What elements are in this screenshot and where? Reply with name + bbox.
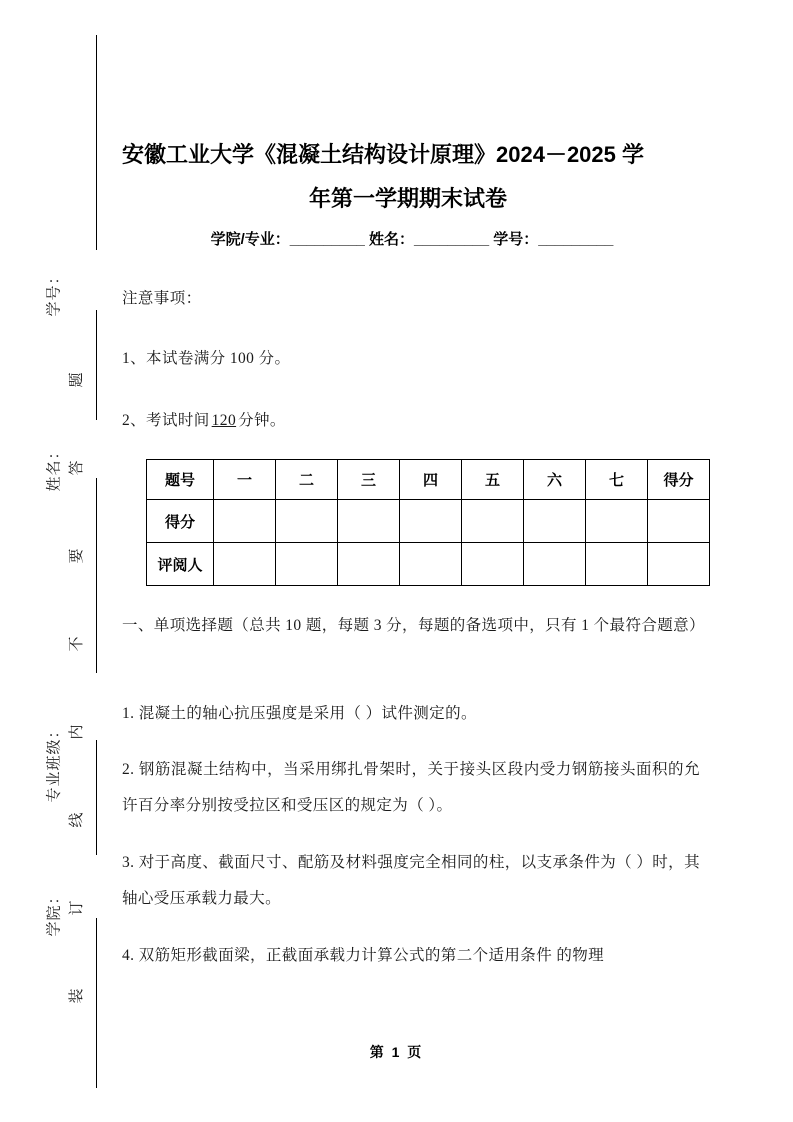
section-heading-one: 一、单项选择题（总共 10 题，每题 3 分，每题的备选项中，只有 1 个最符合题意）: [122, 617, 705, 634]
table-row-header: [147, 460, 710, 500]
table-cell[interactable]: [400, 500, 462, 543]
side-label-college: 学院：: [46, 888, 63, 937]
question-item: 2. 钢筋混凝土结构中，当采用绑扎骨架时，关于接头区段内受力钢筋接头面积的允许百分率分别按受拉区和受压区的规定为（ ）。: [122, 761, 700, 814]
question-item: 1. 混凝土的轴心抗压强度是采用（ ）试件测定的。: [122, 705, 477, 722]
table-row-score: [147, 500, 710, 543]
exam-paper-body: [122, 0, 722, 1122]
page-footer: 第 1 页: [369, 1044, 424, 1060]
table-header-cell: 五: [462, 460, 524, 500]
binding-glyph: 不: [68, 636, 85, 652]
table-cell[interactable]: [586, 500, 648, 543]
side-label-student-id: 学号：: [46, 268, 63, 317]
binding-glyph: 订: [68, 900, 85, 916]
table-header-cell: 二: [276, 460, 338, 500]
notice-item-2-prefix: 2、考试时间: [122, 412, 210, 429]
binding-glyph: 线: [68, 812, 85, 828]
table-cell[interactable]: [586, 543, 648, 586]
table-header-cell: 七: [586, 460, 648, 500]
table-cell[interactable]: [400, 543, 462, 586]
table-cell[interactable]: [338, 543, 400, 586]
binding-glyph: 题: [68, 372, 85, 388]
student-info-row: [122, 228, 702, 249]
exam-duration-value: 120: [211, 412, 237, 429]
table-cell[interactable]: [214, 543, 276, 586]
table-cell[interactable]: [648, 500, 710, 543]
binding-rule-segment-1: [96, 35, 97, 250]
table-cell[interactable]: [524, 500, 586, 543]
table-row-label: 得分: [147, 500, 214, 543]
page-title-line-1: 安徽工业大学《混凝土结构设计原理》2024－2025 学: [122, 141, 644, 167]
table-cell[interactable]: [214, 500, 276, 543]
binding-line-warning-text: [62, 336, 92, 1040]
college-major-field[interactable]: 学院/专业：_________ 姓名：_________ 学号：_________: [210, 231, 614, 248]
table-cell[interactable]: [524, 543, 586, 586]
binding-rule-segment-4: [96, 740, 97, 855]
binding-glyph: 要: [68, 548, 85, 564]
binding-glyph: 内: [68, 724, 85, 740]
page-title-line-2: 年第一学期期末试卷: [308, 185, 507, 211]
binding-glyph: 答: [68, 460, 85, 476]
notice-heading: 注意事项：: [122, 290, 202, 307]
side-label-name: 姓名：: [46, 443, 63, 492]
binding-margin: [0, 0, 110, 1122]
table-cell[interactable]: [462, 543, 524, 586]
table-cell[interactable]: [276, 543, 338, 586]
table-header-cell: 三: [338, 460, 400, 500]
score-table: [146, 459, 710, 586]
table-row-grader: [147, 543, 710, 586]
table-cell[interactable]: [338, 500, 400, 543]
question-item: 3. 对于高度、截面尺寸、配筋及材料强度完全相同的柱，以支承条件为（ ）时，其轴心受压承载力最大。: [122, 854, 700, 907]
notice-item-2-suffix: 分钟。: [238, 412, 286, 429]
question-item: 4. 双筋矩形截面梁，正截面承载力计算公式的第二个适用条件 的物理: [122, 947, 605, 964]
table-cell[interactable]: [648, 543, 710, 586]
table-header-cell: 一: [214, 460, 276, 500]
notice-item-2: [122, 410, 286, 432]
table-header-cell: 六: [524, 460, 586, 500]
side-label-class: 专业班级：: [46, 722, 63, 803]
table-header-cell: 题号: [147, 460, 214, 500]
table-header-cell: 得分: [648, 460, 710, 500]
page-title: [122, 133, 712, 221]
table-cell[interactable]: [276, 500, 338, 543]
table-row-label: 评阅人: [147, 543, 214, 586]
table-header-cell: 四: [400, 460, 462, 500]
notice-item-1: 1、本试卷满分 100 分。: [122, 350, 291, 367]
table-cell[interactable]: [462, 500, 524, 543]
binding-glyph: 装: [68, 988, 85, 1004]
